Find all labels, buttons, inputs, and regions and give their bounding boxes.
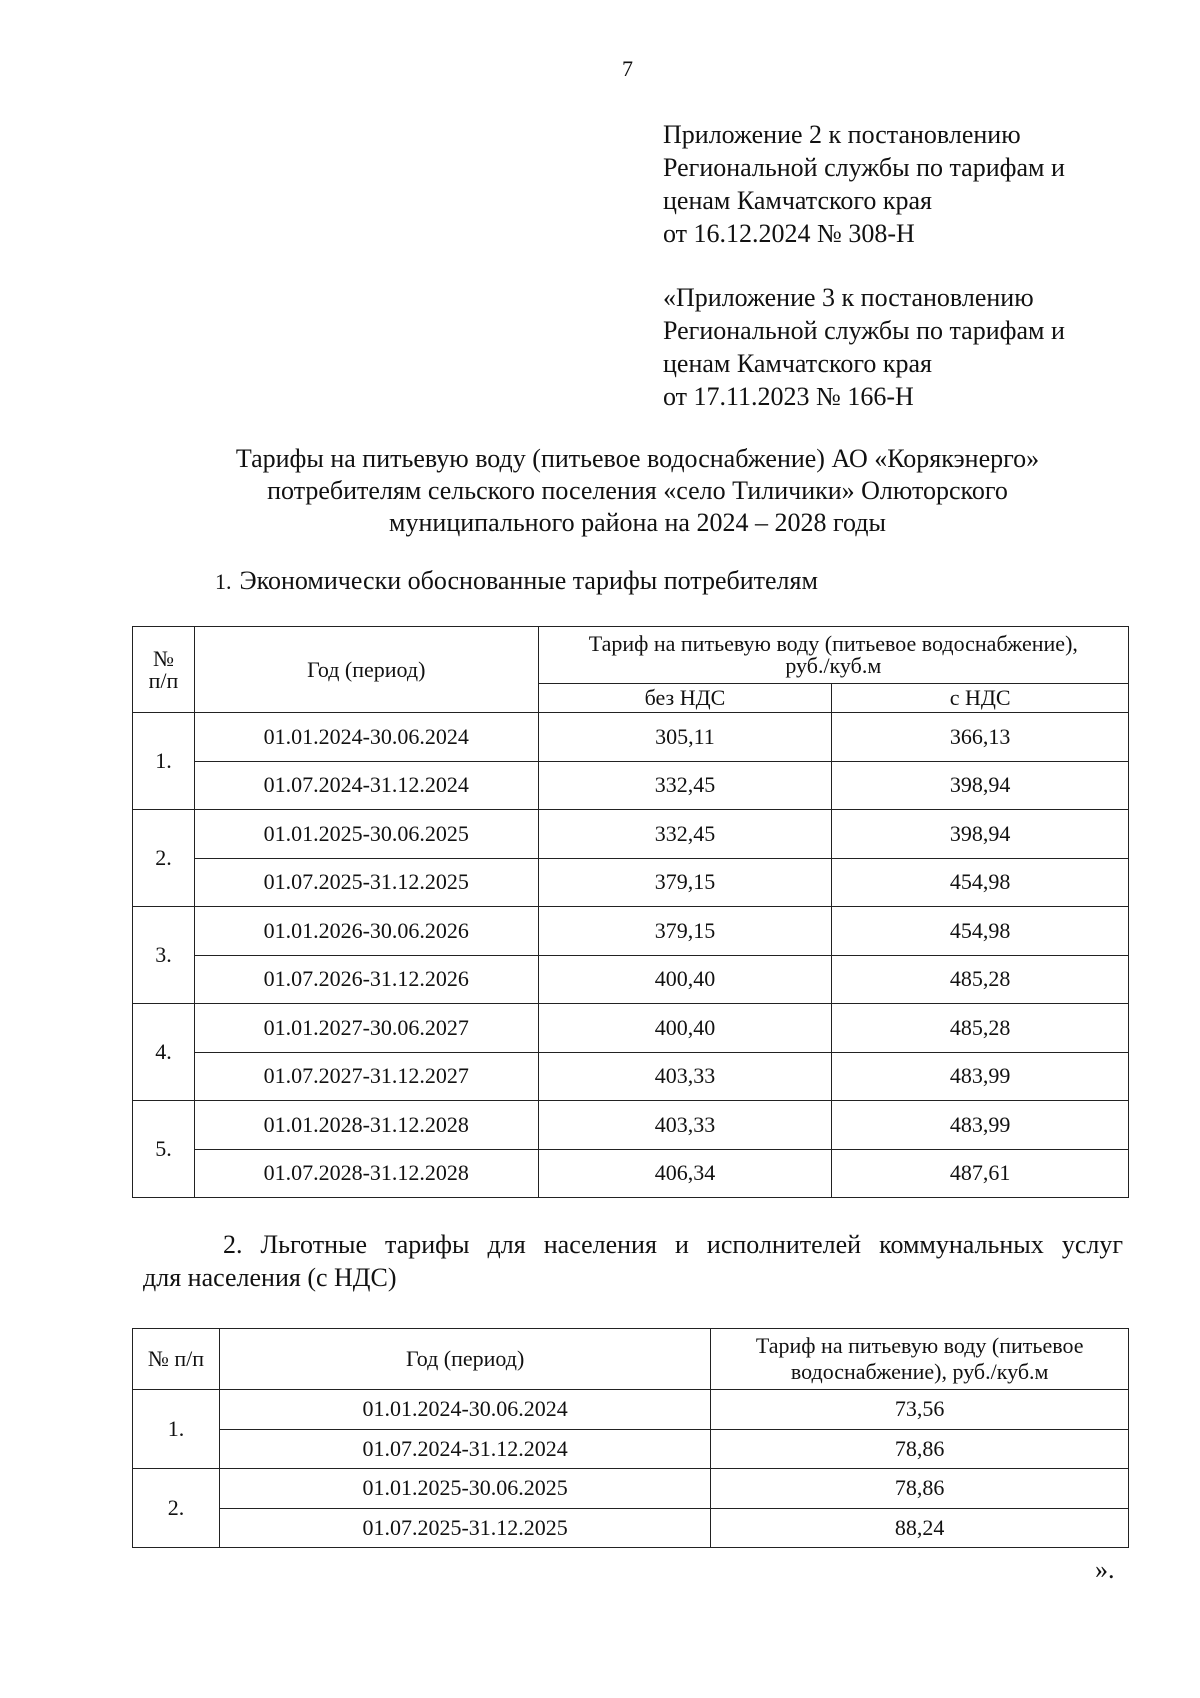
section-number: 1. (215, 569, 232, 594)
appendix-line: Приложение 2 к постановлению (663, 120, 1021, 149)
row-number-cell: 4. (133, 1004, 195, 1101)
period-cell: 01.01.2027-30.06.2027 (194, 1004, 538, 1053)
header-num: № п/п (133, 1329, 220, 1390)
no-vat-cell: 379,15 (538, 858, 832, 907)
table-row (133, 1429, 1129, 1469)
period-cell: 01.07.2026-31.12.2026 (194, 955, 538, 1004)
table-row (133, 1101, 1129, 1150)
period-cell: 01.01.2025-30.06.2025 (219, 1469, 710, 1509)
title-line: потребителям сельского поселения «село Тиличики» Олюторского (267, 476, 1008, 505)
table-row (133, 1052, 1129, 1101)
section-title: Экономически обоснованные тарифы потребителям (239, 566, 818, 595)
with-vat-cell: 485,28 (832, 1004, 1129, 1053)
period-cell: 01.07.2024-31.12.2024 (219, 1429, 710, 1469)
no-vat-cell: 332,45 (538, 810, 832, 859)
appendix-line: от 17.11.2023 № 166-Н (663, 382, 914, 411)
with-vat-cell: 483,99 (832, 1101, 1129, 1150)
section-2-line: 2. Льготные тарифы для населения и исполнителей коммунальных услуг (223, 1230, 1123, 1259)
period-cell: 01.01.2028-31.12.2028 (194, 1101, 538, 1150)
page-number: 7 (622, 56, 633, 81)
table-row (133, 713, 1129, 762)
table-row (133, 1469, 1129, 1509)
appendix-line: ценам Камчатского края (663, 186, 932, 215)
appendix-reference-current (663, 118, 1065, 250)
with-vat-cell: 487,61 (832, 1149, 1129, 1198)
period-cell: 01.07.2025-31.12.2025 (194, 858, 538, 907)
no-vat-cell: 403,33 (538, 1052, 832, 1101)
no-vat-cell: 379,15 (538, 907, 832, 956)
no-vat-cell: 305,11 (538, 713, 832, 762)
document-title (120, 443, 1155, 539)
header-num: № п/п (133, 627, 195, 713)
title-line: муниципального района на 2024 – 2028 годы (389, 508, 886, 537)
header-tariff: Тариф на питьевую воду (питьевое водоснабжение), руб./куб.м (711, 1329, 1129, 1390)
with-vat-cell: 454,98 (832, 907, 1129, 956)
no-vat-cell: 406,34 (538, 1149, 832, 1198)
with-vat-cell: 398,94 (832, 810, 1129, 859)
with-vat-cell: 366,13 (832, 713, 1129, 762)
no-vat-cell: 332,45 (538, 761, 832, 810)
tariff-cell: 88,24 (711, 1508, 1129, 1548)
with-vat-cell: 483,99 (832, 1052, 1129, 1101)
table-row (133, 1149, 1129, 1198)
appendix-reference-amended (663, 281, 1065, 413)
preferential-tariffs-table (132, 1328, 1129, 1548)
tariff-cell: 78,86 (711, 1429, 1129, 1469)
appendix-line: Региональной службы по тарифам и (663, 153, 1065, 182)
table-row (133, 858, 1129, 907)
header-period: Год (период) (194, 627, 538, 713)
row-number-cell: 3. (133, 907, 195, 1004)
period-cell: 01.07.2024-31.12.2024 (194, 761, 538, 810)
table-row (133, 955, 1129, 1004)
table-row (133, 810, 1129, 859)
period-cell: 01.07.2025-31.12.2025 (219, 1508, 710, 1548)
period-cell: 01.01.2025-30.06.2025 (194, 810, 538, 859)
period-cell: 01.07.2028-31.12.2028 (194, 1149, 538, 1198)
closing-quote-mark: ». (1095, 1555, 1115, 1584)
appendix-line: ценам Камчатского края (663, 349, 932, 378)
tariff-cell: 73,56 (711, 1390, 1129, 1430)
section-2-heading (143, 1228, 1123, 1294)
period-cell: 01.01.2024-30.06.2024 (219, 1390, 710, 1430)
row-number-cell: 2. (133, 810, 195, 907)
with-vat-cell: 398,94 (832, 761, 1129, 810)
period-cell: 01.01.2026-30.06.2026 (194, 907, 538, 956)
table-row (133, 1004, 1129, 1053)
header-with-vat: с НДС (832, 684, 1129, 713)
table-row (133, 1508, 1129, 1548)
header-tariff: Тариф на питьевую воду (питьевое водоснабжение), руб./куб.м (538, 627, 1128, 684)
appendix-line: «Приложение 3 к постановлению (663, 283, 1034, 312)
row-number-cell: 5. (133, 1101, 195, 1198)
appendix-line: от 16.12.2024 № 308-Н (663, 219, 915, 248)
row-number-cell: 1. (133, 713, 195, 810)
table-row (133, 1390, 1129, 1430)
no-vat-cell: 400,40 (538, 1004, 832, 1053)
period-cell: 01.07.2027-31.12.2027 (194, 1052, 538, 1101)
table-row (133, 761, 1129, 810)
appendix-line: Региональной службы по тарифам и (663, 316, 1065, 345)
economic-tariffs-table (132, 626, 1129, 1198)
title-line: Тарифы на питьевую воду (питьевое водоснабжение) АО «Корякэнерго» (235, 444, 1040, 473)
tariff-cell: 78,86 (711, 1469, 1129, 1509)
with-vat-cell: 485,28 (832, 955, 1129, 1004)
header-no-vat: без НДС (538, 684, 832, 713)
table-row (133, 907, 1129, 956)
no-vat-cell: 400,40 (538, 955, 832, 1004)
no-vat-cell: 403,33 (538, 1101, 832, 1150)
row-number-cell: 2. (133, 1469, 220, 1548)
with-vat-cell: 454,98 (832, 858, 1129, 907)
section-2-line: для населения (с НДС) (143, 1263, 397, 1292)
header-period: Год (период) (219, 1329, 710, 1390)
period-cell: 01.01.2024-30.06.2024 (194, 713, 538, 762)
row-number-cell: 1. (133, 1390, 220, 1469)
section-1-heading (215, 566, 818, 596)
